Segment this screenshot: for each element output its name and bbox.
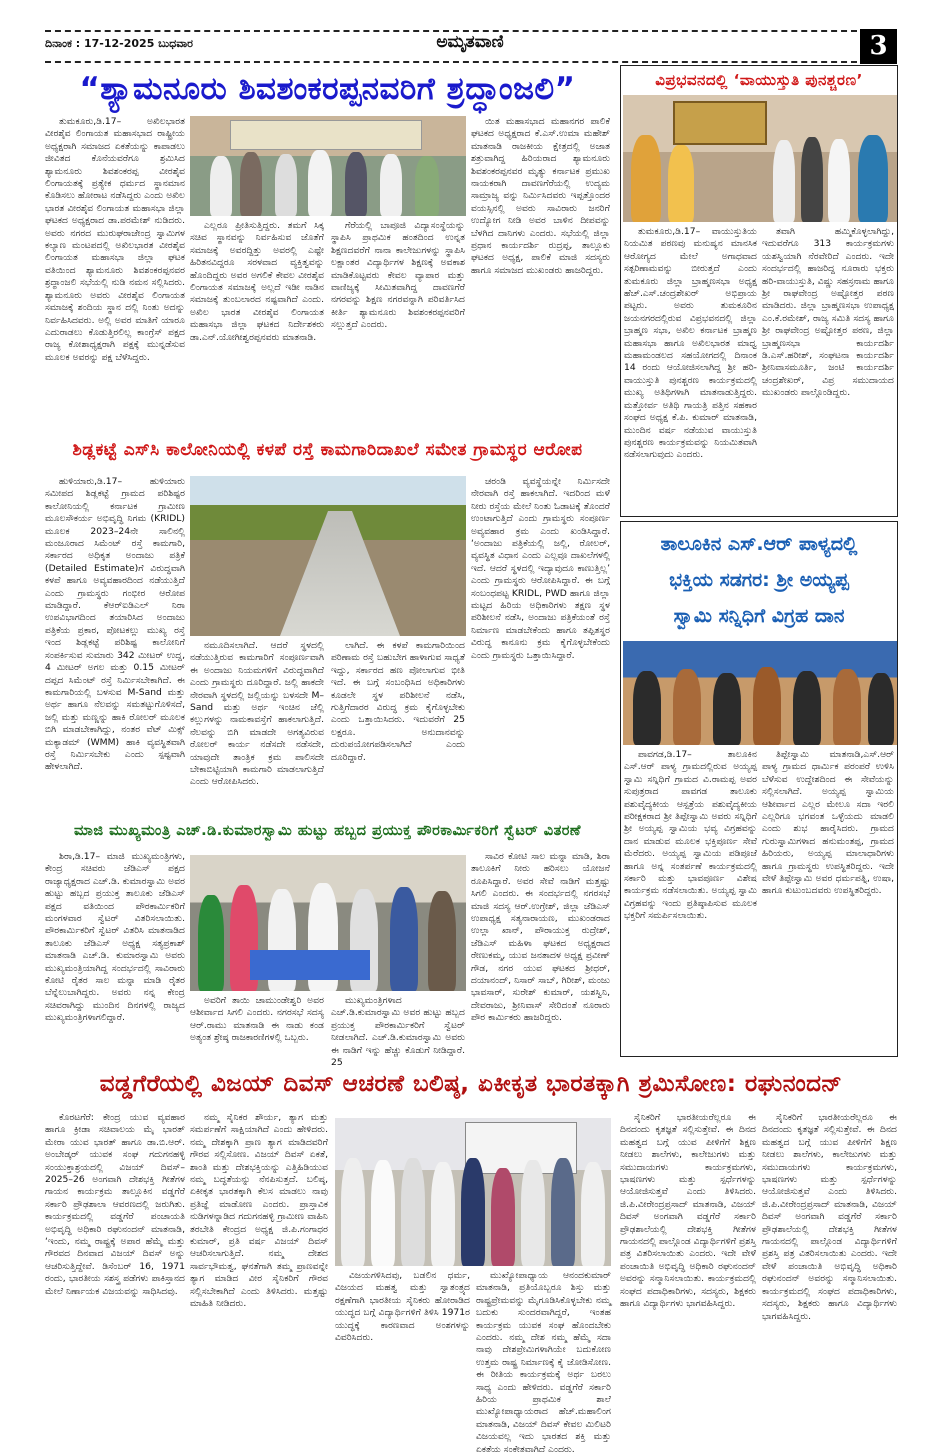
article-column: ಹುಳಿಯಾರು,ಡಿ.17– ಹುಳಿಯಾರು ಸಮೀಪದ ಶಿಡ್ಲಕಟ್ಟೆ ಗ್ರಾಮದ ಪರಿಶಿಷ್ಟರ ಕಾಲೋನಿಯಲ್ಲಿ ಕರ್ನಾಟಕ ಗ್ರಾಮೀಣ ಮೂಲಸೌಕರ್ಯ ಅಭಿವೃದ್ಧಿ ನಿಗಮ (KRIDL) ಮೂಲಕ 2023–24ನೇ ಸಾಲಿನಲ್ಲಿ ಮಂಜೂರಾದ ಸಿಮೆಂಟ್ ರಸ್ತೆ ಕಾಮಗಾರಿ, ಸರ್ಕಾರದ ಅಧಿಕೃತ ಅಂದಾಜು ಪತ್ರಿಕೆ (Detailed Estimate)ಗೆ ವಿರುದ್ಧವಾಗಿ ಕಳಪೆ ಹಾಗೂ ಅವ್ಯವಹಾರದಿಂದ ನಡೆಯುತ್ತಿದೆ ಎಂದು ಗ್ರಾಮಸ್ಥರು ಗಂಭೀರ ಆರೋಪ ಮಾಡಿದ್ದಾರೆ. ಕೆಆರ್‌ಐಡಿಎಲ್ ನಿರಾ ಉಪವಿಭಾಗದಿಂದ ತಯಾರಿಸಿದ ಅಂದಾಜು ಪತ್ರಿಕೆಯ ಪ್ರಕಾರ, ಪೋಟಕಲ್ಲು ಮುಖ್ಯ ರಸ್ತೆ ಇಂದ ಶಿಡ್ಲಕಟ್ಟೆ ಪರಿಶಿಷ್ಟ ಕಾಲೋನಿಗೆ ಸಂಪರ್ಕಿಸುವ ಸುಮಾರು 342 ಮೀಟರ್ ಉದ್ದ, 4 ಮೀಟರ್ ಅಗಲ ಮತ್ತು 0.15 ಮೀಟರ್ ದಪ್ಪದ ಸಿಮೆಂಟ್ ರಸ್ತೆ ನಿರ್ಮಿಸಬೇಕಾಗಿದೆ. ಈ ಕಾಮಗಾರಿಯಲ್ಲಿ ಬಳಸುವ M-Sand ಮತ್ತು ಅರ್ಥ ಹಾಗೂ ನೆಲವನ್ನು ಸಮತಟ್ಟುಗೊಳಿಸದೆ, ಜಲ್ಲಿ ಮತ್ತು ಮಣ್ಣನ್ನು ಹಾಕಿ ರೋಲರ್ ಮೂಲಕ ಬಿಗಿ ಮಾಡಬೇಕಾಗಿದ್ದು, ನಂತರ ವೆಟ್ ಮಿಕ್ಸ್ ಮಕ್ಯಾಡಮ್ (WMM) ಹಾಕಿ ವ್ಯವಸ್ಥಿತವಾಗಿ ರಸ್ತೆ ನಿರ್ಮಿಸಬೇಕು ಎಂದು ಸ್ಪಷ್ಟವಾಗಿ ಹೇಳಲಾಗಿದೆ. bbox=[45, 476, 185, 773]
article-headline: ಶಿಡ್ಲಕಟ್ಟೆ ಎಸ್‌ಸಿ ಕಾಲೋನಿಯಲ್ಲಿ ಕಳಪೆ ರಸ್ತೆ ಕಾಮಗಾರಿದಾಖಲೆ ಸಮೇತ ಗ್ರಾಮಸ್ಥರ ಆರೋಪ bbox=[72, 440, 583, 460]
headline-line: ಸ್ವಾಮಿ ಸನ್ನಿಧಿಗೆ ವಿಗ್ರಹ ದಾನ bbox=[673, 605, 845, 627]
article-column: ಶಿರಾ,ಡಿ.17– ಮಾಜಿ ಮುಖ್ಯಮಂತ್ರಿಗಳು, ಕೇಂದ್ರ ಸಚಿವರು ಜೆಡಿಎಸ್ ಪಕ್ಷದ ರಾಜ್ಯಾಧ್ಯಕ್ಷರಾದ ಎಚ್.ಡಿ. ಕುಮಾರಸ್ವಾಮಿ ಅವರ ಹುಟ್ಟು ಹಬ್ಬದ ಪ್ರಯುಕ್ತ ತಾಲೂಕು ಜೆಡಿಎಸ್ ಪಕ್ಷದ ವತಿಯಿಂದ ಪೌರಕಾರ್ಮಿಕರಿಗೆ ಮಂಗಳವಾರ ಸ್ವೆಟರ್ ವಿತರಿಸಲಾಯಿತು. ಪೌರಕಾರ್ಮಿಕರಿಗೆ ಸ್ವೆಟರ್ ವಿತರಿಸಿ ಮಾತನಾಡಿದ ತಾಲೂಕು ಜೆಡಿಎಸ್ ಅಧ್ಯಕ್ಷ ಸತ್ಯಪ್ರಕಾಶ್ ಮಾತನಾಡಿ ಎಚ್.ಡಿ. ಕುಮಾರಸ್ವಾಮಿ ಅವರು ಮುಖ್ಯಮಂತ್ರಿಯಾಗಿದ್ದ ಸಂದರ್ಭದಲ್ಲಿ ಸಾವಿರಾರು ಕೋಟಿ ರೈತರ ಸಾಲ ಮನ್ನಾ ಮಾಡಿ ರೈತರ ಬೆನ್ನೆಲುಬಾಗಿದ್ದರು. ಅವರು ನನ್ನ ಕೇಂದ್ರ ಸಚಿವರಾಗಿದ್ದು ಮುಂದಿನ ದಿನಗಳಲ್ಲಿ ರಾಜ್ಯದ ಮುಖ್ಯಮಂತ್ರಿಗಳಾಗಲಿದ್ದಾರೆ. bbox=[45, 851, 185, 1024]
article-column: ಸಾವಿರ ಕೋಟಿ ಸಾಲ ಮನ್ನಾ ಮಾಡಿ, ಶಿರಾ ತಾಲೂಕಿಗೆ ನೀರು ಹರಿಸಲು ಯೋಜನೆ ರೂಪಿಸಿದ್ದಾರೆ. ಅವರ ಸೇವೆ ನಾಡಿಗೆ ಮತ್ತಷ್ಟು ಸಿಗಲಿ ಎಂದರು. ಈ ಸಂದರ್ಭದಲ್ಲಿ ನಗರಸಭೆ ಮಾಜಿ ಸದಸ್ಯ ಆರ್.ಉಗ್ರೇಶ್, ಜಿಲ್ಲಾ ಜೆಡಿಎಸ್ ಉಪಾಧ್ಯಕ್ಷ ಸತ್ಯನಾರಾಯಣ, ಮುಖಂಡರಾದ ಉಲ್ಲಾ ಖಾನ್, ಪೌರಾಯುಕ್ತ ರುದ್ರೇಶ್, ಜೆಡಿಎಸ್ ಮಹಿಳಾ ಘಟಕದ ಅಧ್ಯಕ್ಷರಾದ ರೇಣುಕಮ್ಮ, ಯುವ ಜನತಾದಳ ಅಧ್ಯಕ್ಷ ಪ್ರವೀಣ್ ಗೌಡ, ನಗರ ಯುವ ಘಟಕದ ಶ್ರೀಧರ್, ದಯಾನಂದ್, ನಿಸಾರ್ ಸಾಬ್, ಗಿರೀಶ್, ಮಂಜು ಭಾವಸಾರ್, ಸುರೇಶ್ ಕುಮಾರ್, ಯಶಸ್ವಿನಿ, ದೇವರಾಜು, ಶ್ರೀನಿವಾಸ್ ಸೇರಿದಂತೆ ನೂರಾರು ಪೌರ ಕಾರ್ಮಿಕರು ಹಾಜರಿದ್ದರು. bbox=[471, 851, 610, 1024]
news-photo-vayustuti bbox=[623, 95, 897, 222]
article-column: ಅವರಿಗೆ ತಾಯಿ ಚಾಮುಂಡೇಶ್ವರಿ ಅವರ ಆಶೀರ್ವಾದ ಸಿಗಲಿ ಎಂದರು. ನಗರಸಭೆ ಸದಸ್ಯ ಆರ್.ರಾಮು ಮಾತನಾಡಿ ಈ ನಾಡು ಕಂಡ ಅತ್ಯಂತ ಶ್ರೇಷ್ಠ ರಾಜಕಾರಣಿಗಳಲ್ಲಿ ಒಬ್ಬರು. bbox=[190, 995, 324, 1044]
article-column: ಸೈನಿಕರಿಗೆ ಭಾರತೀಯರೆಲ್ಲರೂ ಈ ದಿನದಂದು ಕೃತಜ್ಞತೆ ಸಲ್ಲಿಸುತ್ತೇವೆ. ಈ ದಿನದ ಮಹತ್ವದ ಬಗ್ಗೆ ಯುವ ಪೀಳಿಗೆಗೆ ಶಿಕ್ಷಣ ನೀಡಲು ಶಾಲೆಗಳು, ಕಾಲೇಜುಗಳು ಮತ್ತು ಸಮುದಾಯಗಳು ಕಾರ್ಯಕ್ರಮಗಳು, ಭಾಷಣಗಳು ಮತ್ತು ಸ್ಪರ್ಧೆಗಳನ್ನು ಆಯೋಜಿಸುತ್ತವೆ ಎಂದು ತಿಳಿಸಿದರು. ಜಿ.ಪಿ.ವೀರೇಂದ್ರಪ್ರಸಾದ್ ಮಾತನಾಡಿ, ವಿಜಯ್ ದಿವಸ್ ಅಂಗವಾಗಿ ವಡ್ಡಗೆರೆ ಸರ್ಕಾರಿ ಪ್ರೌಢಶಾಲೆಯಲ್ಲಿ ದೇಶಭಕ್ತಿ ಗೀತೆಗಳ ಗಾಯನದಲ್ಲಿ ಪಾಲ್ಗೊಂಡ ವಿದ್ಯಾರ್ಥಿಗಳಿಗೆ ಪ್ರಶಸ್ತಿ ಪತ್ರ ವಿತರಿಸಲಾಯಿತು ಎಂದರು. ಇದೇ ವೇಳೆ ಪಂಚಾಯಿತಿ ಅಭಿವೃದ್ಧಿ ಅಧಿಕಾರಿ ರಘುನಂದನ್ ಅವರನ್ನು ಸನ್ಮಾನಿಸಲಾಯಿತು. ಕಾರ್ಯಕ್ರಮದಲ್ಲಿ ಸಂಘದ ಪದಾಧಿಕಾರಿಗಳು, ಸದಸ್ಯರು, ಶಿಕ್ಷಕರು ಹಾಗೂ ವಿದ್ಯಾರ್ಥಿಗಳು ಭಾಗವಹಿಸಿದ್ದರು. bbox=[620, 1112, 756, 1310]
article-headline: “ಶ್ಯಾಮನೂರು ಶಿವಶಂಕರಪ್ಪನವರಿಗೆ ಶ್ರದ್ಧಾಂಜಲಿ” bbox=[79, 71, 576, 107]
article-column: ನಮ್ಮ ಸೈನಿಕರ ಶೌರ್ಯ, ತ್ಯಾಗ ಮತ್ತು ಸಮರ್ಪಣೆಗೆ ಸಾಕ್ಷಿಯಾಗಿದೆ ಎಂದು ಹೇಳಿದರು. ನಮ್ಮ ದೇಶಕ್ಕಾಗಿ ಪ್ರಾಣ ತ್ಯಾಗ ಮಾಡಿದವರಿಗೆ ಗೌರವ ಸಲ್ಲಿಸೋಣ. ವಿಜಯ್ ದಿವಸ್ ಏಕತೆ, ಶಾಂತಿ ಮತ್ತು ದೇಶಭಕ್ತಿಯನ್ನು ಎತ್ತಿಹಿಡಿಯುವ ನಮ್ಮ ಬದ್ಧತೆಯನ್ನು ನೆನಪಿಸುತ್ತದೆ. ಬಲಿಷ್ಠ, ಏಕೀಕೃತ ಭಾರತಕ್ಕಾಗಿ ಕೆಲಸ ಮಾಡಲು ನಾವು ಪ್ರತಿಜ್ಞೆ ಮಾಡೋಣ ಎಂದರು. ಪ್ರಾಸ್ತಾವಿಕ ನುಡಿಗಳನ್ನಾಡಿದ ಗದುಗನಹಳ್ಳಿ ಗ್ರಾಮೀಣ ವಾಹಿನಿ ತರಬೇತಿ ಕೇಂದ್ರದ ಅಧ್ಯಕ್ಷ ಜಿ.ಪಿ.ಗಂಗಾಧರ ಕುಮಾರ್, ಪ್ರತಿ ವರ್ಷ ವಿಜಯ್ ದಿವಸ್ ಆಚರಿಸಲಾಗುತ್ತಿದೆ. ನಮ್ಮ ದೇಶದ ಸಾರ್ವಭೌಮತ್ವ, ಘನತೆಗಾಗಿ ತಮ್ಮ ಪ್ರಾಣವನ್ನೇ ತ್ಯಾಗ ಮಾಡಿದ ವೀರ ಸೈನಿಕರಿಗೆ ಗೌರವ ಸಲ್ಲಿಸಬೇಕಾಗಿದೆ ಎಂದು ತಿಳಿಸಿದರು. ಮತ್ತಷ್ಟು ಮಾಹಿತಿ ನೀಡಿದರು. bbox=[190, 1112, 328, 1310]
article-column: ತವಾಗಿ ಹಮ್ಮಿಕೊಳ್ಳಲಾಗಿದ್ದು, ಇದುವರೆಗೂ 313 ಕಾರ್ಯಕ್ರಮಗಳು ಯಶಸ್ವಿಯಾಗಿ ನೆರವೇರಿದೆ ಎಂದರು. ಇದೇ ಸಂದರ್ಭದಲ್ಲಿ ಹಾಜರಿದ್ದ ನೂರಾರು ಭಕ್ತರು ಹರಿ-ವಾಯುಸ್ತುತಿ, ವಿಷ್ಣು ಸಹಸ್ರನಾಮ ಹಾಗೂ ಶ್ರೀ ರಾಘವೇಂದ್ರ ಅಷ್ಟೋತ್ತರ ಪಠಣ ಮಾಡಿದರು. ಜಿಲ್ಲಾ ಬ್ರಾಹ್ಮಣಸಭಾ ಉಪಾಧ್ಯಕ್ಷ ಎಂ.ಕೆ.ರಮೇಶ್, ರಾಜ್ಯ ಸಮಿತಿ ಸದಸ್ಯ ಹಾಗೂ ಶ್ರೀ ರಾಘವೇಂದ್ರ ಅಷ್ಟೋತ್ತರ ಪಠಣ, ಜಿಲ್ಲಾ ಬ್ರಾಹ್ಮಣಸಭಾ ಕಾರ್ಯದರ್ಶಿ ಡಿ.ಎಸ್.ಹರೀಶ್, ಸಂಘಟನಾ ಕಾರ್ಯದರ್ಶಿ ಶ್ರೀನಿವಾಸಮೂರ್ತಿ, ಜಂಟಿ ಕಾರ್ಯದರ್ಶಿ ಚಂದ್ರಶೇಖರ್, ವಿಪ್ರ ಸಮುದಾಯದ ಮುಖಂಡರು ಪಾಲ್ಗೊಂಡಿದ್ದರು. bbox=[762, 226, 894, 399]
article-column: ತಿಪ್ಪೇಸ್ವಾಮಿ ಮಾತನಾಡಿ,ಎಸ್.ಆರ್ ಪಾಳ್ಯ ಗ್ರಾಮದ ಧಾರ್ಮಿಕ ಪರಂಪರೆ ಉಳಿಸಿ ಬೆಳೆಸುವ ಉದ್ದೇಶದಿಂದ ಈ ಸೇವೆಯನ್ನು ಸಲ್ಲಿಸಲಾಗಿದೆ. ಅಯ್ಯಪ್ಪ ಸ್ವಾಮಿಯ ಆಶೀರ್ವಾದ ಎಲ್ಲರ ಮೇಲೂ ಸದಾ ಇರಲಿ ಎಲ್ಲರಿಗೂ ಭಗವಂತ ಒಳ್ಳೆಯದು ಮಾಡಲಿ ಎಂದು ಶುಭ ಹಾರೈಸಿದರು. ಗ್ರಾಮದ ಗುರುಸ್ವಾಮಿಗಳಾದ ಹನುಮಂತಪ್ಪ, ಗ್ರಾಮದ ಹಿರಿಯರು, ಅಯ್ಯಪ್ಪ ಮಾಲಾಧಾರಿಗಳು ಹಾಗೂ ಗ್ರಾಮಸ್ಥರು ಉಪಸ್ಥಿತರಿದ್ದರು. ಇದೇ ವೇಳೆ ತಿಪ್ಪೇಸ್ವಾಮಿ ಅವರ ಧರ್ಮಪತ್ನಿ, ಉಷಾ, ಹಾಗೂ ಕುಟುಂಬದವರು ಉಪಸ್ಥಿತರಿದ್ದರು. bbox=[762, 749, 894, 897]
article-column: ಲಾಗಿದೆ. ಈ ಕಳಪೆ ಕಾಮಗಾರಿಯಿಂದ ಪರಿಣಾಮ ರಸ್ತೆ ಬಹುಬೇಗ ಹಾಳಾಗುವ ಸಾಧ್ಯತೆ ಇದ್ದು, ಸರ್ಕಾರದ ಹಣ ಪೋಲಾಗುವ ಭೀತಿ ಇದೆ. ಈ ಬಗ್ಗೆ ಸಂಬಂಧಿಸಿದ ಅಧಿಕಾರಿಗಳು ಕೂಡಲೇ ಸ್ಥಳ ಪರಿಶೀಲನೆ ನಡೆಸಿ, ಗುತ್ತಿಗೆದಾರರ ವಿರುದ್ಧ ಕ್ರಮ ಕೈಗೊಳ್ಳಬೇಕು ಎಂದು ಒತ್ತಾಯಿಸಿದರು. ಇದುವರೆಗೆ 25 ಲಕ್ಷರೂ. ಅನುದಾನವನ್ನು ದುರುಪಯೋಗಪಡಿಸಲಾಗಿದೆ ಎಂದು ದೂರಿದ್ದಾರೆ. bbox=[331, 640, 465, 763]
article-column: ಮುಖ್ಯೋಪಾಧ್ಯಾಯ ಆನಂದಕುಮಾರ್ ಮಾತನಾಡಿ, ಪ್ರತಿಯೊಬ್ಬರೂ ಶಿಸ್ತು ಮತ್ತು ರಾಷ್ಟ್ರಪ್ರೇಮವನ್ನು ಮೈಗೂಡಿಸಿಕೊಳ್ಳಬೇಕು ನಮ್ಮ ಬದುಕು ಸುಂದರವಾಗಿದ್ದರೆ, ಇಂತಹ ಕಾರ್ಯಕ್ರಮ ಯುವಕ ಸಂಘ ಹೊಂದಬೇಕು ಎಂದರು. ನಮ್ಮ ದೇಶ ನಮ್ಮ ಹೆಮ್ಮೆ ಸದಾ ನಾವು ದೇಶಪ್ರೇಮಿಗಳಾಗಿಯೇ ಬದುಕೋಣ ಉತ್ತಮ ರಾಷ್ಟ್ರ ನಿರ್ಮಾಣಕ್ಕೆ ಕೈ ಜೋಡಿಸೋಣ. ಈ ರೀತಿಯ ಕಾರ್ಯಕ್ರಮಕ್ಕೆ ಅರ್ಥ ಬರಲು ಸಾಧ್ಯ ಎಂದು ಹೇಳಿದರು. ವಡ್ಡಗೆರೆ ಸರ್ಕಾರಿ ಹಿರಿಯ ಪ್ರಾಥಮಿಕ ಶಾಲೆ ಮುಖ್ಯೋಪಾಧ್ಯಾಯರಾದ ಹೆಚ್.ಮಹಾಲಿಂಗ ಮಾತನಾಡಿ, ವಿಜಯ್ ದಿವಸ್ ಕೇವಲ ಮಿಲಿಟರಿ ವಿಜಯವಲ್ಲ ಇದು ಭಾರತದ ಶಕ್ತಿ ಮತ್ತು ಏಕತೆಯ ಸಂಕೇತವಾಗಿದೆ ಎಂದರು. bbox=[476, 1270, 611, 1455]
article-column: ತುಮಕೂರು,ಡಿ.17– ವಾಯುಸ್ತುತಿಯ ನಿಯಮಿತ ಪಠಣವು ಮನುಷ್ಯನ ಮಾನಸಿಕ ಆರೋಗ್ಯದ ಮೇಲೆ ಅಗಾಧವಾದ ಸತ್ಪರಿಣಾಮವನ್ನು ಬೀರುತ್ತದೆ ಎಂದು ತುಮಕೂರು ಜಿಲ್ಲಾ ಬ್ರಾಹ್ಮಣಸಭಾ ಅಧ್ಯಕ್ಷ ಹೆಚ್.ಎಸ್.ಚಂದ್ರಶೇಖರ್ ಅಭಿಪ್ರಾಯ ಪಟ್ಟರು. ಅವರು ತುಮಕೂರಿನ ಜಯನಗರದಲ್ಲಿರುವ ವಿಪ್ರಭವನದಲ್ಲಿ ಜಿಲ್ಲಾ ಬ್ರಾಹ್ಮಣ ಸಭಾ, ಅಖಿಲ ಕರ್ನಾಟಕ ಬ್ರಾಹ್ಮಣ ಮಹಾಸಭಾ ಹಾಗೂ ಅಖಿಲಭಾರತ ಮಾಧ್ವ ಮಹಾಮಂಡಲದ ಸಹಯೋಗದಲ್ಲಿ ದಿನಾಂಕ 14 ರಂದು ಆಯೋಜಿಸಲಾಗಿದ್ದ ಶ್ರೀ ಹರಿ-ವಾಯುಸ್ತುತಿ ಪುನಶ್ಚರಣ ಕಾರ್ಯಕ್ರಮದಲ್ಲಿ ಮುಖ್ಯ ಅತಿಥಿಗಳಾಗಿ ಮಾತನಾಡುತ್ತಿದ್ದರು. ಮತ್ತೋರ್ವ ಅತಿಥಿ ಗಾಯತ್ರಿ ಪತ್ತಿನ ಸಹಕಾರ ಸಂಘದ ಅಧ್ಯಕ್ಷ ಕೆ.ಪಿ. ಕುಮಾರ್ ಮಾತನಾಡಿ, ಮುಂದಿನ ವರ್ಷ ನಡೆಯುವ ವಾಯುಸ್ತುತಿ ಪುನಶ್ಚರಣ ಕಾರ್ಯಕ್ರಮವನ್ನು ನಿಯಮಿತವಾಗಿ ನಡೆಸಲಾಗುವುದು ಎಂದರು. bbox=[624, 226, 757, 461]
article-headline bbox=[622, 526, 896, 634]
news-photo-road bbox=[190, 476, 466, 636]
article-column: ತುಮಕೂರು,ಡಿ.17– ಅಖಿಲಭಾರತ ವೀರಶೈವ ಲಿಂಗಾಯತ ಮಹಾಸಭಾದ ರಾಷ್ಟ್ರೀಯ ಅಧ್ಯಕ್ಷರಾಗಿ ಸಮಾಜದ ಏಕತೆಯನ್ನು ಕಾಪಾಡಲು ಜೀವಿತದ ಕೊನೆಯವರೆಗೂ ಶ್ರಮಿಸಿದ ಶ್ಯಾಮನೂರು ಶಿವಶಂಕರಪ್ಪ ವೀರಶೈವ ಲಿಂಗಾಯತಕ್ಕೆ ಪ್ರತ್ಯೇಕ ಧರ್ಮದ ಸ್ಥಾನಮಾನ ಕೊಡಿಸಲು ಹೋರಾಟ ನಡೆಸಿದ್ದರು ಎಂದು ಅಖಿಲ ಭಾರತ ವೀರಶೈವ ಲಿಂಗಾಯತ ಮಹಾಸಭಾ ಜಿಲ್ಲಾ ಘಟಕದ ಅಧ್ಯಕ್ಷರಾದ ಡಾ.ಪರಮೇಶ್ ನುಡಿದರು. ಅವರು ನಗರದ ಮುರುಘರಾಜೇಂದ್ರ ಸ್ವಾಮಿಗಳ ಕಲ್ಯಾಣ ಮಂಟಪದಲ್ಲಿ ಅಖಿಲಭಾರತ ವೀರಶೈವ ಲಿಂಗಾಯತ ಮಹಾಸಭಾ ಜಿಲ್ಲಾ ಘಟಕ ವತಿಯಿಂದ ಶ್ಯಾಮನೂರು ಶಿವಶಂಕರಪ್ಪನವರ ಶ್ರದ್ಧಾಂಜಲಿ ಸಭೆಯಲ್ಲಿ ನುಡಿ ನಮನ ಸಲ್ಲಿಸಿದರು. ಶ್ಯಾಮನೂರು ಅವರು ವೀರಶೈವ ಲಿಂಗಾಯತ ಸಮಾಜಕ್ಕೆ ಶಂದಿಯ ಸ್ಥಾನ ದಲ್ಲಿ ನಿಂತು ಅದನ್ನು ನಿರ್ವಹಿಸಿದವರು. ಅಲ್ಲಿ ಅವರ ಮಾತಿಗೆ ಯಾರೂ ಎದುರಾಡಲು ಕೊಡುತ್ತಿರಲಿಲ್ಲ ಕಾಂಗ್ರೆಸ್ ಪಕ್ಷದ ರಾಜ್ಯ ಕೋಶಾಧ್ಯಕ್ಷರಾಗಿ ಪಕ್ಷಕ್ಕೆ ಮುನ್ನಡೆಸುವ ಮೂಲಕ ಅವರನ್ನು ಪಕ್ಷ ಬೆಳೆಸಿದ್ದರು. bbox=[45, 116, 185, 363]
page-number: 3 bbox=[860, 29, 897, 64]
article-column: ನಮೂದಿಸಲಾಗಿದೆ. ಆದರೆ ಸ್ಥಳದಲ್ಲಿ ನಡೆಯುತ್ತಿರುವ ಕಾಮಗಾರಿಗೆ ಸಂಪೂರ್ಣವಾಗಿ ಈ ಅಂದಾಜು ನಿಯಮಗಳಿಗೆ ವಿರುದ್ಧವಾಗಿದೆ ಎಂದು ಗ್ರಾಮಸ್ಥರು ದೂರಿದ್ದಾರೆ. ಜಲ್ಲಿ ಹಾಕದೇ ನೇರವಾಗಿ ಸ್ಥಳದಲ್ಲಿ ಜಲ್ಲಿಯನ್ನು ಬಳಸದೇ M–Sand ಮತ್ತು ಅರ್ಥ ಇಂಚಿನ ಜೆಲ್ಲಿ ಕಲ್ಲುಗಳನ್ನು ನಾಮಕಾವಸ್ತೆಗೆ ಹಾಕಲಾಗುತ್ತಿದೆ. ನೆಲವನ್ನು ಬಿಗಿ ಮಾಡದೇ ಅಗತ್ಯವಿರುವ ರೋಲರ್ ಕಾರ್ಯ ನಡೆಸದೇ ನಡೆಸದೇ, ಯಾವುದೇ ತಾಂತ್ರಿಕ ಕ್ರಮ ಪಾಲಿಸದೇ ಬೇಕಾಬಿಟ್ಟಿಯಾಗಿ ಕಾಮಗಾರಿ ಮಾಡಲಾಗುತ್ತಿದೆ ಎಂದು ಆರೋಪಿಸಿದರು. bbox=[190, 640, 324, 788]
headline-line: ತಾಲೂಕಿನ ಎಸ್.ಆರ್ ಪಾಳ್ಯದಲ್ಲಿ bbox=[660, 533, 858, 555]
news-photo-tribute bbox=[190, 116, 466, 216]
masthead-rule-bottom bbox=[45, 61, 857, 63]
headline-line: ಭಕ್ತಿಯ ಸಡಗರ: ಶ್ರೀ ಅಯ್ಯಪ್ಪ bbox=[669, 569, 849, 591]
paper-name: ಅಮೃತವಾಣಿ bbox=[436, 32, 504, 52]
article-headline: ವಿಪ್ರಭವನದಲ್ಲಿ ‘ವಾಯುಸ್ತುತಿ ಪುನಶ್ಚರಣ’ bbox=[655, 71, 863, 89]
article-column: ವಿಜಯಗಳಿಸಿದವು, ಬಡಲಿನ ಧರ್ಮ, ವಿಜಯದ ಮಹತ್ವ ಮತ್ತು ಸ್ವಾತಂತ್ರ್ಯದ ರಕ್ಷಣೆಗಾಗಿ ಭಾರತೀಯ ಸೈನಿಕರು ಹೋರಾಡಿದ ಯುದ್ಧದ ಬಗ್ಗೆ ವಿದ್ಯಾರ್ಥಿಗಳಿಗೆ ತಿಳಿಸಿ 1971ರ ಯುದ್ಧಕ್ಕೆ ಕಾರಣವಾದ ಅಂಶಗಳನ್ನು ವಿವರಿಸಿದರು. bbox=[335, 1270, 470, 1344]
article-column: ಕೊರಟಗೆರೆ: ಕೇಂದ್ರ ಯುವ ವ್ಯವಹಾರ ಹಾಗೂ ಕ್ರೀಡಾ ಸಚಿವಾಲಯ ಮೈ ಭಾರತ್ ಮೇರಾ ಯುವ ಭಾರತ್ ಹಾಗೂ ಡಾ.ಬಿ.ಆರ್. ಅಂಬೇಡ್ಕರ್ ಯುವಕ ಸಂಘ ಗದುಗನಹಳ್ಳಿ ಸಂಯುಕ್ತಾಶ್ರಯದಲ್ಲಿ ವಿಜಯ್ ದಿವಸ್–2025–26 ಅಂಗವಾಗಿ ದೇಶಭಕ್ತಿ ಗೀತೆಗಳ ಗಾಯನ ಕಾರ್ಯಕ್ರಮ ತಾಲ್ಲೂಕಿನ ವಡ್ಡಗೆರೆ ಸರ್ಕಾರಿ ಪ್ರೌಢಶಾಲಾ ಆವರಣದಲ್ಲಿ ಜರುಗಿತು. ಕಾರ್ಯಕ್ರಮದಲ್ಲಿ ವಡ್ಡಗೆರೆ ಪಂಚಾಯತಿ ಅಭಿವೃದ್ಧಿ ಅಧಿಕಾರಿ ರಘುನಂದನ್ ಮಾತನಾಡಿ, ‘ಇಂದು, ನಮ್ಮ ರಾಷ್ಟ್ರಕ್ಕೆ ಅಪಾರ ಹೆಮ್ಮೆ ಮತ್ತು ಗೌರವದ ದಿನವಾದ ವಿಜಯ್ ದಿವಸ್ ಅನ್ನು ಆಚರಿಸುತ್ತಿದ್ದೇವೆ. ಡಿಸೆಂಬರ್ 16, 1971 ರಂದು, ಭಾರತೀಯ ಸಶಸ್ತ್ರ ಪಡೆಗಳು ಪಾಕಿಸ್ತಾನದ ಮೇಲೆ ನಿರ್ಣಾಯಕ ವಿಜಯವನ್ನು ಸಾಧಿಸಿದವು. bbox=[45, 1112, 185, 1297]
article-column: ಚರಂಡಿ ವ್ಯವಸ್ಥೆಯನ್ನೇ ನಿರ್ಮಿಸದೇ ನೇರವಾಗಿ ರಸ್ತೆ ಹಾಕಲಾಗಿದೆ. ಇದರಿಂದ ಮಳೆ ನೀರು ರಸ್ತೆಯ ಮೇಲೆ ನಿಂತು ಓಡಾಟಕ್ಕೆ ತೊಂದರೆ ಉಂಟಾಗುತ್ತಿದೆ ಎಂದು ಗ್ರಾಮಸ್ಥರು ಸಂಪೂರ್ಣ ಅವ್ಯವಹಾರ ಕ್ರಮ ಎಂದು ಖಂಡಿಸಿದ್ದಾರೆ. ‘ಅಂದಾಜು ಪತ್ರಿಕೆಯಲ್ಲಿ ಜಲ್ಲಿ, ರೋಲರ್, ವ್ಯವಸ್ಥಿತ ವಿಧಾನ ಎಂದು ಎಲ್ಲವೂ ದಾಖಲೆಗಳಲ್ಲಿ ಇದೆ. ಆದರೆ ಸ್ಥಳದಲ್ಲಿ ಇದ್ಯಾವುದೂ ಕಾಣುತ್ತಿಲ್ಲ’ ಎಂದು ಗ್ರಾಮಸ್ಥರು ಆರೋಪಿಸಿದ್ದಾರೆ. ಈ ಬಗ್ಗೆ ಸಂಬಂಧಪಟ್ಟ KRIDL, PWD ಹಾಗೂ ಜಿಲ್ಲಾ ಮಟ್ಟದ ಹಿರಿಯ ಅಧಿಕಾರಿಗಳು ತಕ್ಷಣ ಸ್ಥಳ ಪರಿಶೀಲನೆ ನಡೆಸಿ, ಅಂದಾಜು ಪತ್ರಿಕೆಯಂತೆ ರಸ್ತೆ ನಿರ್ಮಾಣ ಮಾಡಬೇಕೆಂದು ಹಾಗೂ ತಪ್ಪಿತಸ್ಥರ ವಿರುದ್ಧ ಕಾನೂನು ಕ್ರಮ ಕೈಗೊಳ್ಳಬೇಕೆಂದು ಎಂದು ಗ್ರಾಮಸ್ಥರು ಒತ್ತಾಯಿಸಿದ್ದಾರೆ. bbox=[471, 476, 610, 661]
article-column: ಸೈನಿಕರಿಗೆ ಭಾರತೀಯರೆಲ್ಲರೂ ಈ ದಿನದಂದು ಕೃತಜ್ಞತೆ ಸಲ್ಲಿಸುತ್ತೇವೆ. ಈ ದಿನದ ಮಹತ್ವದ ಬಗ್ಗೆ ಯುವ ಪೀಳಿಗೆಗೆ ಶಿಕ್ಷಣ ನೀಡಲು ಶಾಲೆಗಳು, ಕಾಲೇಜುಗಳು ಮತ್ತು ಸಮುದಾಯಗಳು ಕಾರ್ಯಕ್ರಮಗಳು, ಭಾಷಣಗಳು ಮತ್ತು ಸ್ಪರ್ಧೆಗಳನ್ನು ಆಯೋಜಿಸುತ್ತವೆ ಎಂದು ತಿಳಿಸಿದರು. ಜಿ.ಪಿ.ವೀರೇಂದ್ರಪ್ರಸಾದ್ ಮಾತನಾಡಿ, ವಿಜಯ್ ದಿವಸ್ ಅಂಗವಾಗಿ ವಡ್ಡಗೆರೆ ಸರ್ಕಾರಿ ಪ್ರೌಢಶಾಲೆಯಲ್ಲಿ ದೇಶಭಕ್ತಿ ಗೀತೆಗಳ ಗಾಯನದಲ್ಲಿ ಪಾಲ್ಗೊಂಡ ವಿದ್ಯಾರ್ಥಿಗಳಿಗೆ ಪ್ರಶಸ್ತಿ ಪತ್ರ ವಿತರಿಸಲಾಯಿತು ಎಂದರು. ಇದೇ ವೇಳೆ ಪಂಚಾಯಿತಿ ಅಭಿವೃದ್ಧಿ ಅಧಿಕಾರಿ ರಘುನಂದನ್ ಅವರನ್ನು ಸನ್ಮಾನಿಸಲಾಯಿತು. ಕಾರ್ಯಕ್ರಮದಲ್ಲಿ ಸಂಘದ ಪದಾಧಿಕಾರಿಗಳು, ಸದಸ್ಯರು, ಶಿಕ್ಷಕರು ಹಾಗೂ ವಿದ್ಯಾರ್ಥಿಗಳು ಭಾಗವಹಿಸಿದ್ದರು. bbox=[762, 1112, 897, 1322]
article-column: ಗೆರೆಯಲ್ಲಿ ಬಾಪೂಜಿ ವಿದ್ಯಾಸಂಸ್ಥೆಯನ್ನು ಸ್ಥಾಪಿಸಿ ಪ್ರಾಥಮಿಕ ಹಂತದಿಂದ ಉನ್ನತ ಶಿಕ್ಷಣದವರೆಗೆ ನಾನಾ ಕಾಲೇಜುಗಳನ್ನು ಸ್ಥಾಪಿಸಿ ಲಕ್ಷಾಂತರ ವಿದ್ಯಾರ್ಥಿಗಳ ಶಿಕ್ಷಣಕ್ಕೆ ಅವಕಾಶ ಮಾಡಿಕೊಟ್ಟವರು ಕೇವಲ ವ್ಯಾಪಾರ ಮತ್ತು ವಾಣಿಜ್ಯಕ್ಕೆ ಸೀಮಿತವಾಗಿದ್ದ ದಾವಣಗೆರೆ ನಗರವನ್ನು ಶಿಕ್ಷಣ ನಗರವನ್ನಾಗಿ ಪರಿವರ್ತಿಸಿದ ಕೀರ್ತಿ ಶ್ಯಾಮನೂರು ಶಿವಶಂಕರಪ್ಪನವರಿಗೆ ಸಲ್ಲುತ್ತದೆ ಎಂದರು. bbox=[331, 220, 465, 331]
news-photo-vijay-diwas bbox=[335, 1118, 611, 1266]
article-column: ಮುಖ್ಯಮಂತ್ರಿಗಳಾದ ಎಚ್.ಡಿ.ಕುಮಾರಸ್ವಾಮಿ ಅವರ ಹುಟ್ಟು ಹಬ್ಬದ ಪ್ರಯುಕ್ತ ಪೌರಕಾರ್ಮಿಕರಿಗೆ ಸ್ವೆಟರ್ ನೀಡಲಾಗಿದೆ. ಎಚ್.ಡಿ.ಕುಮಾರಸ್ವಾಮಿ ಅವರು ಈ ನಾಡಿಗೆ ಇನ್ನು ಹೆಚ್ಚು ಕೊಡುಗೆ ನೀಡಿದ್ದಾರೆ. 25 bbox=[331, 995, 465, 1069]
issue-date: ದಿನಾಂಕ : 17-12-2025 ಬುಧವಾರ bbox=[45, 37, 193, 50]
article-column: ಪಾವಗಡ,ಡಿ.17– ತಾಲೂಕಿನ ಎಸ್.ಆರ್ ಪಾಳ್ಯ ಗ್ರಾಮದಲ್ಲಿರುವ ಅಯ್ಯಪ್ಪ ಸ್ವಾಮಿ ಸನ್ನಿಧಿಗೆ ಗ್ರಾಮದ ವಿ.ರಾಮಪ್ಪ ಅವರ ಸುಪುತ್ರರಾದ ಪಾವಗಡ ತಾಲೂಕು ಪಶುವೈದ್ಯಕೀಯ ಆಸ್ಪತ್ರೆಯ ಪಶುವೈದ್ಯಕೀಯ ಪರೀಕ್ಷಕರಾದ ಶ್ರೀ ತಿಪ್ಪೇಸ್ವಾಮಿ ಅವರು ಸನ್ನಿಧಿಗೆ ಶ್ರೀ ಅಯ್ಯಪ್ಪ ಸ್ವಾಮಿಯ ಭವ್ಯ ವಿಗ್ರಹವನ್ನು ದಾನ ಮಾಡುವ ಮೂಲಕ ಭಕ್ತಿಪೂರ್ಣ ಸೇವೆ ಮೆರೆದರು. ಅಯ್ಯಪ್ಪ ಸ್ವಾಮಿಯ ಪಡಿಪೂಜೆ ಹಾಗೂ ಅನ್ನ ಸಂತರ್ಪಣೆ ಕಾರ್ಯಕ್ರಮದಲ್ಲಿ ಸರ್ಕಾರಿ ಮತ್ತು ಭಾವಪೂರ್ಣ ವಿಶೇಷ ಕಾರ್ಯಕ್ರಮ ನಡೆಸಲಾಯಿತು. ಅಯ್ಯಪ್ಪ ಸ್ವಾಮಿ ವಿಗ್ರಹವನ್ನು ಇಂದು ಪ್ರತಿಷ್ಠಾಪಿಸುವ ಮೂಲಕ ಭಕ್ತರಿಗೆ ಸಮರ್ಪಿಸಲಾಯಿತು. bbox=[624, 749, 757, 922]
news-photo-sweater bbox=[190, 855, 466, 991]
article-column: ಯಿತ ಮಹಾಸಭಾದ ಮಹಾನಗರ ಪಾಲಿಕೆ ಘಟಕದ ಅಧ್ಯಕ್ಷರಾದ ಕೆ.ಎಸ್.ಉಮಾ ಮಹೇಶ್ ಮಾತನಾಡಿ ರಾಜಕೀಯ ಕ್ಷೇತ್ರದಲ್ಲಿ ಅಜಾತ ಶತ್ರುವಾಗಿದ್ದ ಹಿರಿಯರಾದ ಶ್ಯಾಮನೂರು ಶಿವಶಂಕರಪ್ಪನವರ ಮೃತ್ಯು ಕರ್ನಾಟಕ ಪ್ರಮುಖ ನಾಯಕರಾಗಿ ದಾವಣಗೆರೆಯಲ್ಲಿ ಉದ್ಯಮ ಸಾಮ್ರಾಜ್ಯ ವನ್ನು ನಿರ್ಮಿಸಿದವರು ಇಪ್ಪತ್ತೊಂದರ ವಯಸ್ಸಿನಲ್ಲಿ ಅವರು ಸಾವಿರಾರು ಜನರಿಗೆ ಉದ್ಯೋಗ ನೀಡಿ ಅವರ ಬಾಳಿನ ದೀಪವನ್ನು ಬೆಳಗಿದ ದಾನಿಗಳು ಎಂದರು. ಸಭೆಯಲ್ಲಿ ಜಿಲ್ಲಾ ಪ್ರಧಾನ ಕಾರ್ಯದರ್ಶಿ ರುದ್ರಪ್ಪ, ತಾಲ್ಲೂಕು ಘಟಕದ ಅಧ್ಯಕ್ಷ, ಪಾಲಿಕೆ ಮಾಜಿ ಸದಸ್ಯರು ಹಾಗೂ ಸಮಾಜದ ಮುಖಂಡರು ಹಾಜರಿದ್ದರು. bbox=[471, 116, 610, 276]
article-headline: ಮಾಜಿ ಮುಖ್ಯಮಂತ್ರಿ ಎಚ್.ಡಿ.ಕುಮಾರಸ್ವಾಮಿ ಹುಟ್ಟು ಹಬ್ಬದ ಪ್ರಯುಕ್ತ ಪೌರಕಾರ್ಮಿಕರಿಗೆ ಸ್ವೆಟರ್ ವಿತರಣೆ bbox=[73, 823, 581, 839]
news-photo-ayyappa bbox=[623, 641, 897, 745]
article-column: ಎಲ್ಲರೂ ಪ್ರೀತಿಸುತ್ತಿದ್ದರು. ತಮಗೆ ಸಿಕ್ಕ ಸಚಿವ ಸ್ಥಾನವನ್ನು ನಿರ್ವಹಿಸುವ ಜೊತೆಗೆ ಸಮಾಜಕ್ಕೆ ಅವರದ್ದಿತ್ತು ಅವರಲ್ಲಿ ಎಷ್ಟೇ ಹಿರಿತನವಿದ್ದರೂ ಸರಳವಾದ ವ್ಯಕ್ತಿತ್ವವನ್ನು ಹೊಂದಿದ್ದರು ಅವರ ಅಗಲಿಕೆ ಕೇವಲ ವೀರಶೈವ ಲಿಂಗಾಯತ ಸಮಾಜಕ್ಕೆ ಅಲ್ಲದೆ ಇಡೀ ನಾಡಿನ ಸಮಾಜಕ್ಕೆ ತುಂಬಲಾರದ ನಷ್ಟವಾಗಿದೆ ಎಂದು. ಅಖಿಲ ಭಾರತ ವೀರಶೈವ ಲಿಂಗಾಯತ ಮಹಾಸಭಾ ಜಿಲ್ಲಾ ಘಟಕದ ನಿರ್ದೇಶಕರು ಡಾ.ಎನ್.ಯೋಗೀಶ್ವರಪ್ಪನವರು ಮಾತನಾಡಿ. bbox=[190, 220, 324, 343]
article-headline: ವಡ್ಡಗೆರೆಯಲ್ಲಿ ವಿಜಯ್ ದಿವಸ್ ಆಚರಣೆ ಬಲಿಷ್ಠ, ಏಕೀಕೃತ ಭಾರತಕ್ಕಾಗಿ ಶ್ರಮಿಸೋಣ: ರಘುನಂದನ್ bbox=[99, 1071, 843, 1097]
